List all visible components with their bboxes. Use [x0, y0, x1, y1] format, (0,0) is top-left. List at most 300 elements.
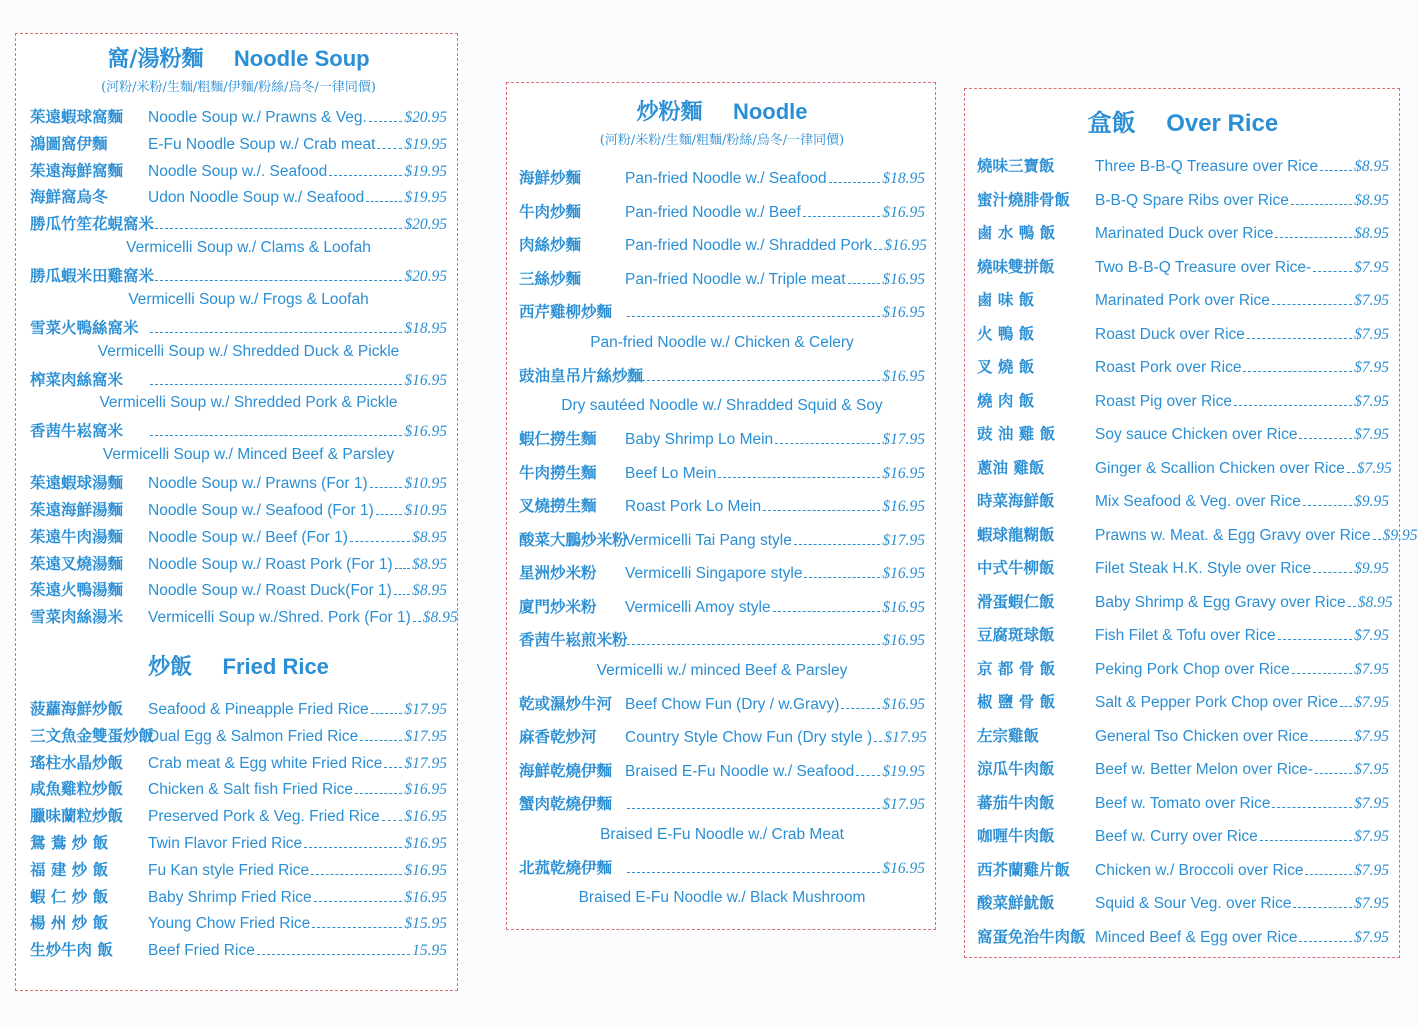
leader-dots	[371, 713, 403, 714]
noodle-panel	[506, 82, 936, 930]
menu-item	[977, 590, 1393, 624]
leader-dots	[829, 182, 881, 183]
menu-item-chinese-name: 叉燒撈生麵	[519, 496, 597, 515]
menu-item-english-description: Vermicelli w./ minced Beef & Parsley	[596, 661, 848, 679]
menu-item-chinese-name: 星洲炒米粉	[519, 563, 597, 582]
leader-dots	[377, 148, 402, 149]
menu-item-english-name: Pan-fried Noodle w./ Beef	[625, 203, 801, 221]
leader-dots	[376, 514, 403, 515]
menu-item-price: $16.95	[882, 367, 925, 385]
menu-item	[519, 725, 925, 759]
leader-dots	[848, 283, 881, 284]
over-rice-panel	[964, 88, 1418, 958]
menu-item-price: $7.95	[1354, 794, 1389, 812]
menu-item-english-name: Beef w. Better Melon over Rice-	[1095, 761, 1313, 778]
menu-item-price: $7.95	[1354, 660, 1389, 678]
menu-item-price: $16.95	[404, 888, 447, 906]
menu-item-chinese-name: 蝦仁撈生麵	[519, 429, 597, 448]
leader-dots	[304, 847, 402, 848]
menu-item-price: $19.95	[404, 135, 447, 153]
menu-item	[977, 422, 1389, 456]
menu-item	[977, 623, 1389, 657]
menu-item-chinese-name: 生炒牛肉 飯	[30, 940, 113, 960]
leader-dots	[1293, 907, 1352, 908]
menu-item-price: $9.95	[1354, 560, 1389, 577]
menu-item-english-name: Twin Flavor Fried Rice	[148, 834, 303, 852]
menu-item-price: $16.95	[882, 304, 925, 321]
leader-dots	[627, 808, 880, 809]
menu-item	[977, 355, 1389, 389]
menu-item-chinese-name: 茱遠蝦球湯麵	[30, 473, 124, 493]
menu-item-chinese-name: 牛肉炒麵	[519, 201, 582, 221]
menu-item	[30, 471, 447, 498]
menu-item-chinese-name: 涼瓜牛肉飯	[977, 759, 1055, 778]
menu-item-english-name: Minced Beef & Egg over Rice	[1095, 928, 1298, 946]
menu-item	[30, 858, 447, 885]
menu-item-english-description: Braised E-Fu Noodle w./ Black Mushroom	[578, 889, 866, 906]
menu-item-price: $18.95	[404, 319, 447, 337]
menu-item-chinese-name: 鴛 鴦 炒 飯	[30, 832, 109, 852]
menu-item-english-name: Pan-fried Noodle w./ Triple meat	[625, 270, 846, 288]
menu-item	[977, 188, 1389, 222]
menu-item	[519, 461, 925, 495]
leader-dots	[1313, 572, 1352, 573]
menu-item	[519, 628, 925, 662]
menu-item-english-name: Noodle Soup w./ Prawns & Veg.	[148, 109, 367, 126]
menu-item-chinese-name: 廈門炒米粉	[519, 596, 597, 616]
menu-item-price: $16.95	[404, 861, 447, 879]
menu-item-chinese-name: 鹵 水 鴨 飯	[977, 223, 1056, 242]
menu-item	[977, 824, 1389, 858]
menu-item	[30, 777, 447, 804]
leader-dots	[1278, 639, 1353, 640]
leader-dots	[314, 901, 403, 902]
menu-item-english-name: Two B-B-Q Treasure over Rice-	[1095, 258, 1312, 276]
menu-item-chinese-name: 時菜海鮮飯	[977, 491, 1055, 510]
leader-dots	[1299, 941, 1352, 942]
menu-item-chinese-name: 瑤柱水晶炒飯	[30, 752, 124, 772]
menu-item	[977, 456, 1392, 490]
menu-item	[30, 605, 458, 632]
menu-item-price: $7.95	[1354, 928, 1389, 946]
menu-item-chinese-name: 豉油皇吊片絲炒麵	[519, 365, 644, 385]
leader-dots	[1275, 237, 1352, 238]
menu-item	[977, 489, 1389, 523]
leader-dots	[1310, 740, 1352, 741]
menu-item-price: $15.95	[404, 915, 447, 933]
menu-item-english-description: Braised E-Fu Noodle w./ Crab Meat	[600, 825, 844, 843]
leader-dots	[369, 121, 403, 122]
leader-dots	[355, 793, 402, 794]
menu-item-price: $7.95	[1354, 694, 1389, 711]
menu-item	[30, 724, 447, 751]
menu-item-chinese-name: 楊 州 炒 飯	[30, 913, 109, 933]
menu-item	[977, 154, 1389, 188]
menu-item-price: $20.95	[404, 267, 447, 285]
leader-dots	[366, 201, 402, 202]
leader-dots	[1292, 673, 1352, 674]
menu-item	[977, 288, 1389, 322]
leader-dots	[773, 611, 881, 612]
menu-item-price: $9.95	[1354, 493, 1389, 510]
leader-dots	[763, 510, 880, 511]
menu-item	[519, 427, 925, 461]
menu-item-chinese-name: 勝瓜竹笙花蜆窩米	[30, 214, 155, 234]
leader-dots	[150, 332, 402, 333]
leader-dots	[804, 577, 880, 578]
menu-item-chinese-name: 中式牛柳飯	[977, 558, 1055, 577]
menu-item-price: $8.95	[1354, 158, 1389, 175]
menu-item-price: $16.95	[884, 237, 927, 254]
menu-item-english-name: Vermicelli Singapore style	[625, 565, 803, 582]
menu-item-price: $8.95	[1357, 593, 1393, 611]
menu-item-english-name: Soy sauce Chicken over Rice	[1095, 426, 1298, 443]
menu-item-chinese-name: 茱遠牛肉湯麵	[30, 526, 124, 546]
leader-dots	[1260, 840, 1352, 841]
over-rice-heading	[977, 103, 1389, 138]
menu-item-price: $16.95	[882, 632, 925, 649]
menu-item-price: 15.95	[412, 942, 447, 960]
noodle-soup-title-en: Noodle Soup	[233, 46, 370, 71]
leader-dots	[718, 477, 880, 478]
menu-item-english-name: Marinated Pork over Rice	[1095, 292, 1270, 309]
menu-item-english-description: Vermicelli Soup w./ Clams & Loofah	[126, 238, 371, 256]
menu-item	[30, 831, 447, 858]
menu-item	[977, 657, 1389, 691]
menu-item-english-name: Fish Filet & Tofu over Rice	[1095, 627, 1276, 644]
menu-item-english-name: Prawns w. Meat. & Egg Gravy over Rice	[1095, 526, 1371, 544]
menu-item	[519, 200, 925, 234]
leader-dots	[1272, 304, 1352, 305]
leader-dots	[1373, 539, 1381, 540]
menu-item-english-name: Pan-fried Noodle w./ Shradded Pork	[625, 237, 873, 254]
menu-item-english-name: Beef Chow Fun (Dry / w.Gravy)	[625, 695, 840, 713]
menu-item-chinese-name: 咸魚雞粒炒飯	[30, 779, 124, 799]
menu-item-price: $7.95	[1354, 861, 1389, 879]
menu-item-english-name: Baby Shrimp Fried Rice	[148, 888, 312, 906]
leader-dots	[1299, 438, 1352, 439]
noodle-soup-note: (河粉/米粉/生麵/粗麵/伊麵/粉絲/烏冬/一律同價)	[101, 80, 376, 95]
menu-item-price: $7.95	[1354, 426, 1389, 443]
menu-item-chinese-name: 勝瓜蝦米田雞窩米	[30, 265, 155, 285]
menu-item-english-description: Vermicelli Soup w./ Shredded Pork & Pickle	[99, 394, 398, 412]
leader-dots	[1247, 338, 1352, 339]
menu-item-price: $17.95	[882, 796, 925, 813]
leader-dots	[257, 954, 410, 955]
menu-item-english-description: Vermicelli Soup w./ Shredded Duck & Pickle	[97, 342, 400, 360]
menu-item-price: $17.95	[882, 431, 925, 448]
menu-item-english-name: Vermicelli Tai Pang style	[625, 531, 792, 549]
over-rice-list	[977, 154, 1418, 958]
menu-item-price: $9.95	[1382, 526, 1418, 544]
leader-dots	[627, 644, 880, 645]
menu-item-english-name: Chicken & Salt fish Fried Rice	[148, 781, 354, 799]
menu-item	[519, 528, 925, 562]
menu-item	[519, 792, 925, 826]
menu-item-chinese-name: 香茜牛崧窩米	[30, 421, 124, 441]
menu-item-chinese-name: 雪菜肉絲湯米	[30, 607, 124, 627]
leader-dots	[384, 767, 402, 768]
menu-item-price: $16.95	[404, 808, 447, 826]
menu-item-chinese-name: 燒味雙拼飯	[977, 256, 1055, 276]
menu-item-price: $16.95	[404, 781, 447, 799]
menu-item-price: $17.95	[882, 531, 925, 549]
menu-item-chinese-name: 雪菜火鴨絲窩米	[30, 317, 139, 337]
leader-dots	[382, 820, 403, 821]
menu-item	[30, 185, 447, 212]
menu-item-chinese-name: 左宗雞飯	[977, 725, 1040, 745]
leader-dots	[874, 741, 882, 742]
menu-item-chinese-name: 蕃茄牛肉飯	[977, 792, 1055, 812]
menu-item-english-description: Vermicelli Soup w./ Frogs & Loofah	[128, 290, 369, 308]
menu-item	[519, 233, 925, 267]
leader-dots	[350, 541, 410, 542]
menu-item-chinese-name: 肉絲炒麵	[519, 235, 582, 254]
menu-item-price: $16.95	[882, 203, 925, 221]
leader-dots	[150, 280, 402, 281]
menu-item-price: $16.95	[882, 859, 925, 877]
menu-item-price: $17.95	[404, 754, 447, 772]
menu-item-english-name: Salt & Pepper Pork Chop over Rice	[1095, 694, 1338, 711]
menu-item-price: $7.95	[1354, 895, 1389, 912]
noodle-note: (河粉/米粉/生麵/粗麵/粉絲/烏冬/一律同價)	[599, 133, 845, 148]
menu-item-english-name: Preserved Pork & Veg. Fried Rice	[148, 808, 380, 826]
menu-item-chinese-name: 酸菜鮮魷飯	[977, 893, 1055, 912]
leader-dots	[413, 621, 421, 622]
menu-item-english-name: Beef w. Tomato over Rice	[1095, 794, 1271, 812]
menu-item-english-name: Beef Lo Mein	[625, 464, 717, 482]
menu-item	[977, 925, 1389, 959]
menu-item-chinese-name: 滑蛋蝦仁飯	[977, 591, 1055, 611]
menu-item-price: $20.95	[404, 216, 447, 234]
menu-item-english-name: Beef w. Curry over Rice	[1095, 828, 1258, 845]
menu-item-chinese-name: 三文魚金雙蛋炒飯	[30, 725, 155, 745]
menu-item-english-name: Noodle Soup w./. Seafood	[148, 162, 328, 180]
leader-dots	[803, 216, 881, 217]
menu-item	[30, 938, 447, 965]
menu-item-english-name: Noodle Soup w./ Beef (For 1)	[148, 528, 348, 546]
menu-item-price: $17.95	[404, 727, 447, 745]
menu-item	[977, 757, 1389, 791]
leader-dots	[1305, 874, 1352, 875]
menu-item-english-name: General Tso Chicken over Rice	[1095, 727, 1309, 745]
menu-item	[30, 578, 447, 605]
menu-item-chinese-name: 京 都 骨 飯	[977, 658, 1056, 678]
menu-item-chinese-name: 茱遠海鮮窩麵	[30, 160, 124, 180]
menu-item	[977, 791, 1389, 825]
leader-dots	[1347, 472, 1355, 473]
menu-item	[977, 556, 1389, 590]
leader-dots	[360, 740, 402, 741]
fried-rice-title-en: Fried Rice	[222, 653, 329, 679]
leader-dots	[775, 443, 880, 444]
menu-item-price: $16.95	[404, 371, 447, 389]
fried-rice-list	[30, 697, 447, 965]
menu-item-english-name: Noodle Soup w./ Roast Pork (For 1)	[148, 555, 393, 573]
menu-item-price: $7.95	[1354, 627, 1389, 644]
leader-dots	[1320, 170, 1352, 171]
menu-item-price: $8.95	[412, 528, 447, 546]
menu-item	[977, 858, 1389, 892]
menu-item-english-name: Peking Pork Chop over Rice	[1095, 660, 1290, 678]
menu-item-chinese-name: 窩蛋免治牛肉飯	[977, 926, 1086, 946]
menu-item-english-name: Marinated Duck over Rice	[1095, 225, 1274, 242]
leader-dots	[395, 568, 410, 569]
leader-dots	[312, 927, 402, 928]
menu-item-chinese-name: 蜜汁燒腓骨飯	[977, 189, 1071, 209]
leader-dots	[841, 708, 880, 709]
menu-item-english-name: Noodle Soup w./ Roast Duck(For 1)	[148, 582, 392, 600]
fried-rice-heading	[30, 650, 447, 681]
leader-dots	[150, 228, 402, 229]
menu-item-chinese-name: 茱遠火鴨湯麵	[30, 580, 124, 600]
menu-item-price: $19.95	[404, 189, 447, 207]
noodle-soup-panel	[15, 33, 458, 991]
menu-item	[30, 419, 447, 446]
menu-item	[977, 523, 1418, 557]
menu-item-english-name: Pan-fried Noodle w./ Seafood	[625, 170, 827, 187]
menu-item	[30, 105, 447, 132]
noodle-title-zh: 炒粉麵	[636, 99, 703, 125]
menu-item-price: $16.95	[882, 565, 925, 582]
menu-item-price: $8.95	[422, 609, 458, 627]
menu-item-english-description: Vermicelli Soup w./ Minced Beef & Parsley	[102, 446, 395, 464]
menu-item-english-name: Roast Pig over Rice	[1095, 392, 1232, 410]
menu-item-price: $10.95	[404, 475, 447, 493]
noodle-soup-list	[30, 105, 458, 632]
over-rice-title-en: Over Rice	[1166, 110, 1279, 137]
menu-item-chinese-name: 燒味三寶飯	[977, 156, 1055, 175]
menu-item	[519, 494, 925, 528]
menu-item-price: $7.95	[1356, 459, 1392, 477]
menu-item-price: $18.95	[882, 170, 925, 187]
menu-item-price: $20.95	[404, 109, 447, 126]
menu-item-chinese-name: 燒 肉 飯	[977, 390, 1035, 410]
menu-item	[30, 751, 447, 778]
menu-item-price: $7.95	[1354, 292, 1389, 309]
menu-item	[30, 368, 447, 395]
menu-item	[519, 759, 925, 793]
menu-item-english-name: Young Chow Fried Rice	[148, 915, 311, 933]
menu-item-chinese-name: 菠蘿海鮮炒飯	[30, 698, 124, 718]
menu-item-price: $10.95	[404, 501, 447, 519]
menu-item-english-name: Baby Shrimp Lo Mein	[625, 431, 774, 448]
menu-item	[977, 221, 1389, 255]
menu-item-chinese-name: 蝦球龍糊飯	[977, 524, 1055, 544]
menu-item-price: $16.95	[882, 695, 925, 713]
menu-item-english-name: Baby Shrimp & Egg Gravy over Rice	[1095, 593, 1346, 611]
menu-item-price: $16.95	[882, 270, 925, 288]
menu-item-chinese-name: 海鮮窩烏冬	[30, 187, 108, 207]
menu-item-chinese-name: 蔥油 雞飯	[977, 457, 1045, 477]
leader-dots	[311, 874, 402, 875]
menu-item-price: $8.95	[1354, 225, 1389, 242]
fried-rice-title-zh: 炒飯	[148, 653, 193, 680]
menu-item	[519, 595, 925, 629]
menu-item-price: $7.95	[1354, 727, 1389, 745]
menu-item-english-name: Filet Steak H.K. Style over Rice	[1095, 560, 1312, 577]
menu-item-english-name: Seafood & Pineapple Fried Rice	[148, 700, 369, 718]
menu-item-price: $16.95	[882, 498, 925, 515]
menu-item-price: $7.95	[1354, 258, 1389, 276]
noodle-list	[519, 166, 925, 919]
menu-item-english-name: Squid & Sour Veg. over Rice	[1095, 895, 1292, 912]
menu-item-english-name: Roast Pork Lo Mein	[625, 498, 762, 515]
menu-item-chinese-name: 豆腐斑球飯	[977, 625, 1055, 644]
menu-item-chinese-name: 海鮮炒麵	[519, 168, 582, 187]
menu-item-english-name: Vermicelli Amoy style	[625, 598, 771, 616]
menu-item	[30, 552, 447, 579]
menu-item-english-name: Noodle Soup w./ Seafood (For 1)	[148, 501, 374, 519]
menu-item-chinese-name: 鴻圖窩伊麵	[30, 133, 108, 153]
menu-item-chinese-name: 西芥蘭雞片飯	[977, 859, 1071, 879]
menu-item-english-name: Ginger & Scallion Chicken over Rice	[1095, 459, 1345, 477]
menu-item	[977, 891, 1389, 925]
leader-dots	[1315, 773, 1352, 774]
menu-item-price: $16.95	[882, 598, 925, 616]
menu-item-english-name: Noodle Soup w./ Prawns (For 1)	[148, 475, 368, 493]
menu-item-english-name: E-Fu Noodle Soup w./ Crab meat	[148, 135, 376, 153]
menu-item-price: $16.95	[882, 464, 925, 482]
menu-item	[519, 166, 925, 200]
menu-item-chinese-name: 乾或濕炒牛河	[519, 693, 613, 713]
menu-item-price: $8.95	[412, 555, 447, 573]
menu-item	[977, 389, 1389, 423]
menu-item	[30, 697, 447, 724]
leader-dots	[1303, 505, 1352, 506]
menu-item	[30, 159, 447, 186]
menu-item-english-name: Roast Duck over Rice	[1095, 325, 1245, 343]
leader-dots	[329, 175, 402, 176]
noodle-soup-title-zh: 窩/湯粉麵	[107, 46, 204, 72]
leader-dots	[150, 384, 402, 385]
over-rice-title-zh: 盒飯	[1087, 108, 1136, 137]
menu-item-chinese-name: 麻香乾炒河	[519, 727, 597, 746]
menu-item-chinese-name: 茱遠海鮮湯麵	[30, 499, 124, 519]
menu-item	[30, 264, 447, 291]
menu-item-price: $16.95	[404, 423, 447, 441]
menu-item-chinese-name: 榨菜肉絲窩米	[30, 369, 124, 389]
menu-item-chinese-name: 牛肉撈生麵	[519, 462, 597, 482]
menu-item	[977, 690, 1389, 724]
menu-item-chinese-name: 豉 油 雞 飯	[977, 424, 1056, 443]
menu-item-price: $7.95	[1354, 761, 1389, 778]
menu-item-chinese-name: 西芹雞柳炒麵	[519, 302, 613, 321]
leader-dots	[1234, 405, 1352, 406]
noodle-title-en: Noodle	[732, 99, 808, 124]
menu-item-price: $8.95	[1354, 191, 1389, 209]
leader-dots	[874, 249, 882, 250]
menu-item	[519, 692, 925, 726]
menu-item-chinese-name: 蟹肉乾燒伊麵	[519, 794, 613, 813]
menu-item-chinese-name: 鹵 味 飯	[977, 290, 1035, 309]
menu-item	[30, 804, 447, 831]
menu-item-chinese-name: 酸菜大鵬炒米粉	[519, 529, 628, 549]
menu-item	[519, 300, 925, 334]
menu-item-chinese-name: 椒 鹽 骨 飯	[977, 692, 1056, 711]
menu-item	[30, 212, 447, 239]
menu-item-english-name: Country Style Chow Fun (Dry style )	[625, 729, 873, 746]
menu-item-price: $7.95	[1354, 828, 1389, 845]
leader-dots	[794, 544, 881, 545]
menu-item-chinese-name: 火 鴨 飯	[977, 323, 1035, 343]
menu-item	[977, 255, 1389, 289]
menu-item-chinese-name: 咖喱牛肉飯	[977, 826, 1055, 845]
menu-item	[30, 911, 447, 938]
menu-item-english-name: Mix Seafood & Veg. over Rice	[1095, 493, 1301, 510]
menu-item	[977, 322, 1389, 356]
menu-item-english-name: Three B-B-Q Treasure over Rice	[1095, 158, 1319, 175]
